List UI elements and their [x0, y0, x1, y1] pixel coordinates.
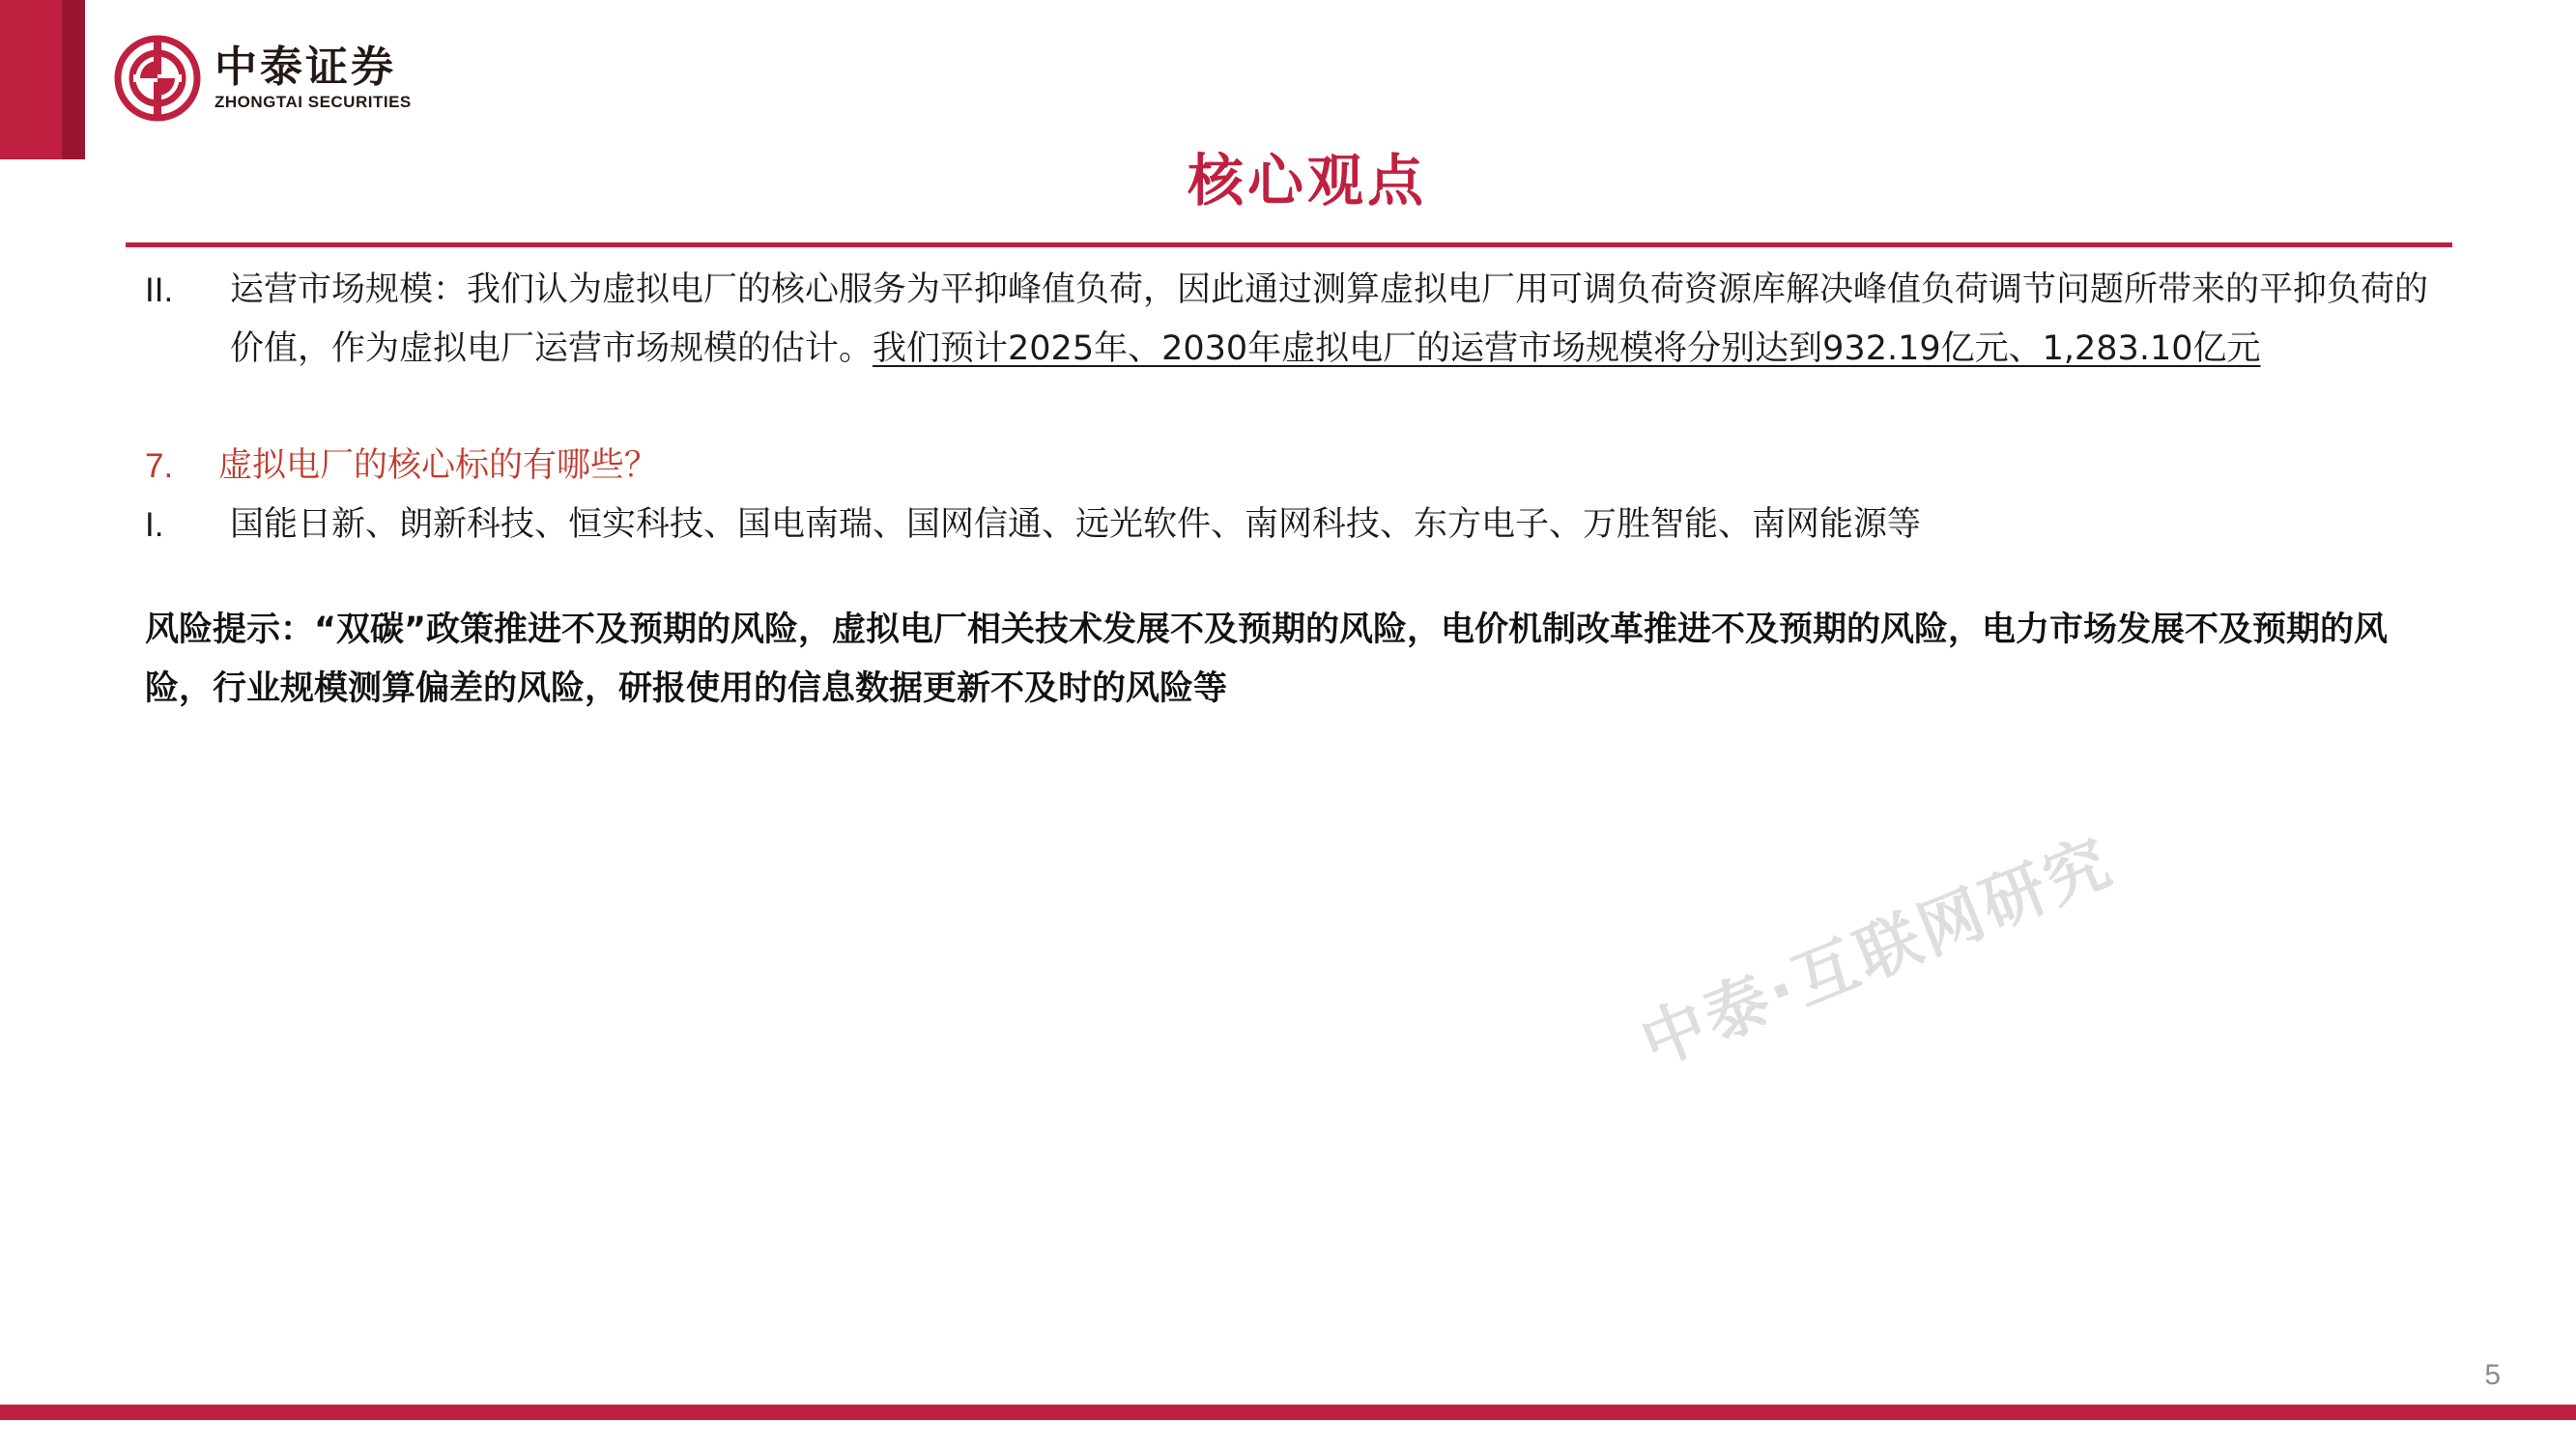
question-7-heading: [145, 437, 2445, 496]
section-i-text: 国能日新、朗新科技、恒实科技、国电南瑞、国网信通、远光软件、南网科技、东方电子、万胜智能、南网能源等: [230, 505, 1922, 544]
section-ii-item: [145, 261, 2445, 379]
content-body: [145, 261, 2445, 719]
logo-name-en: ZHONGTAI SECURITIES: [215, 93, 412, 111]
logo-text: [215, 43, 412, 113]
section-i-item: [145, 496, 2445, 554]
section-ii-forecast-text: 我们预计2025年、2030年虚拟电厂的运营市场规模将分别达到932.19亿元、1,283.10亿元: [873, 329, 2261, 368]
question-7-text: 虚拟电厂的核心标的有哪些？: [218, 446, 659, 485]
question-7-marker: 7.: [145, 447, 174, 485]
page-title: 核心观点: [1187, 148, 1427, 213]
logo-name-cn: 中泰证券: [215, 43, 396, 92]
watermark: 中泰·互联网研究: [1630, 823, 2124, 1081]
title-divider: [126, 242, 2452, 247]
section-i-marker: I.: [145, 506, 164, 544]
company-logo: [114, 35, 412, 122]
risk-notice: 风险提示：“双碳”政策推进不及预期的风险，虚拟电厂相关技术发展不及预期的风险，电价机制改革推进不及预期的风险，电力市场发展不及预期的风险，行业规模测算偏差的风险，研报使用的信息数据更新不及时的风险等: [145, 611, 2389, 708]
section-ii-body: [230, 261, 2445, 379]
section-ii-marker: II.: [145, 271, 174, 309]
page-number: 5: [2484, 1359, 2501, 1391]
section-ii-text: 运营市场规模：我们认为虚拟电厂的核心服务为平抑峰值负荷，因此通过测算虚拟电厂用可调负荷资源库解决峰值负荷调节问题所带来的平抑负荷的价值，作为虚拟电厂运营市场规模的估计。: [230, 270, 2429, 368]
footer-bar: [0, 1405, 2576, 1420]
zhongtai-logo-icon: [114, 35, 201, 122]
